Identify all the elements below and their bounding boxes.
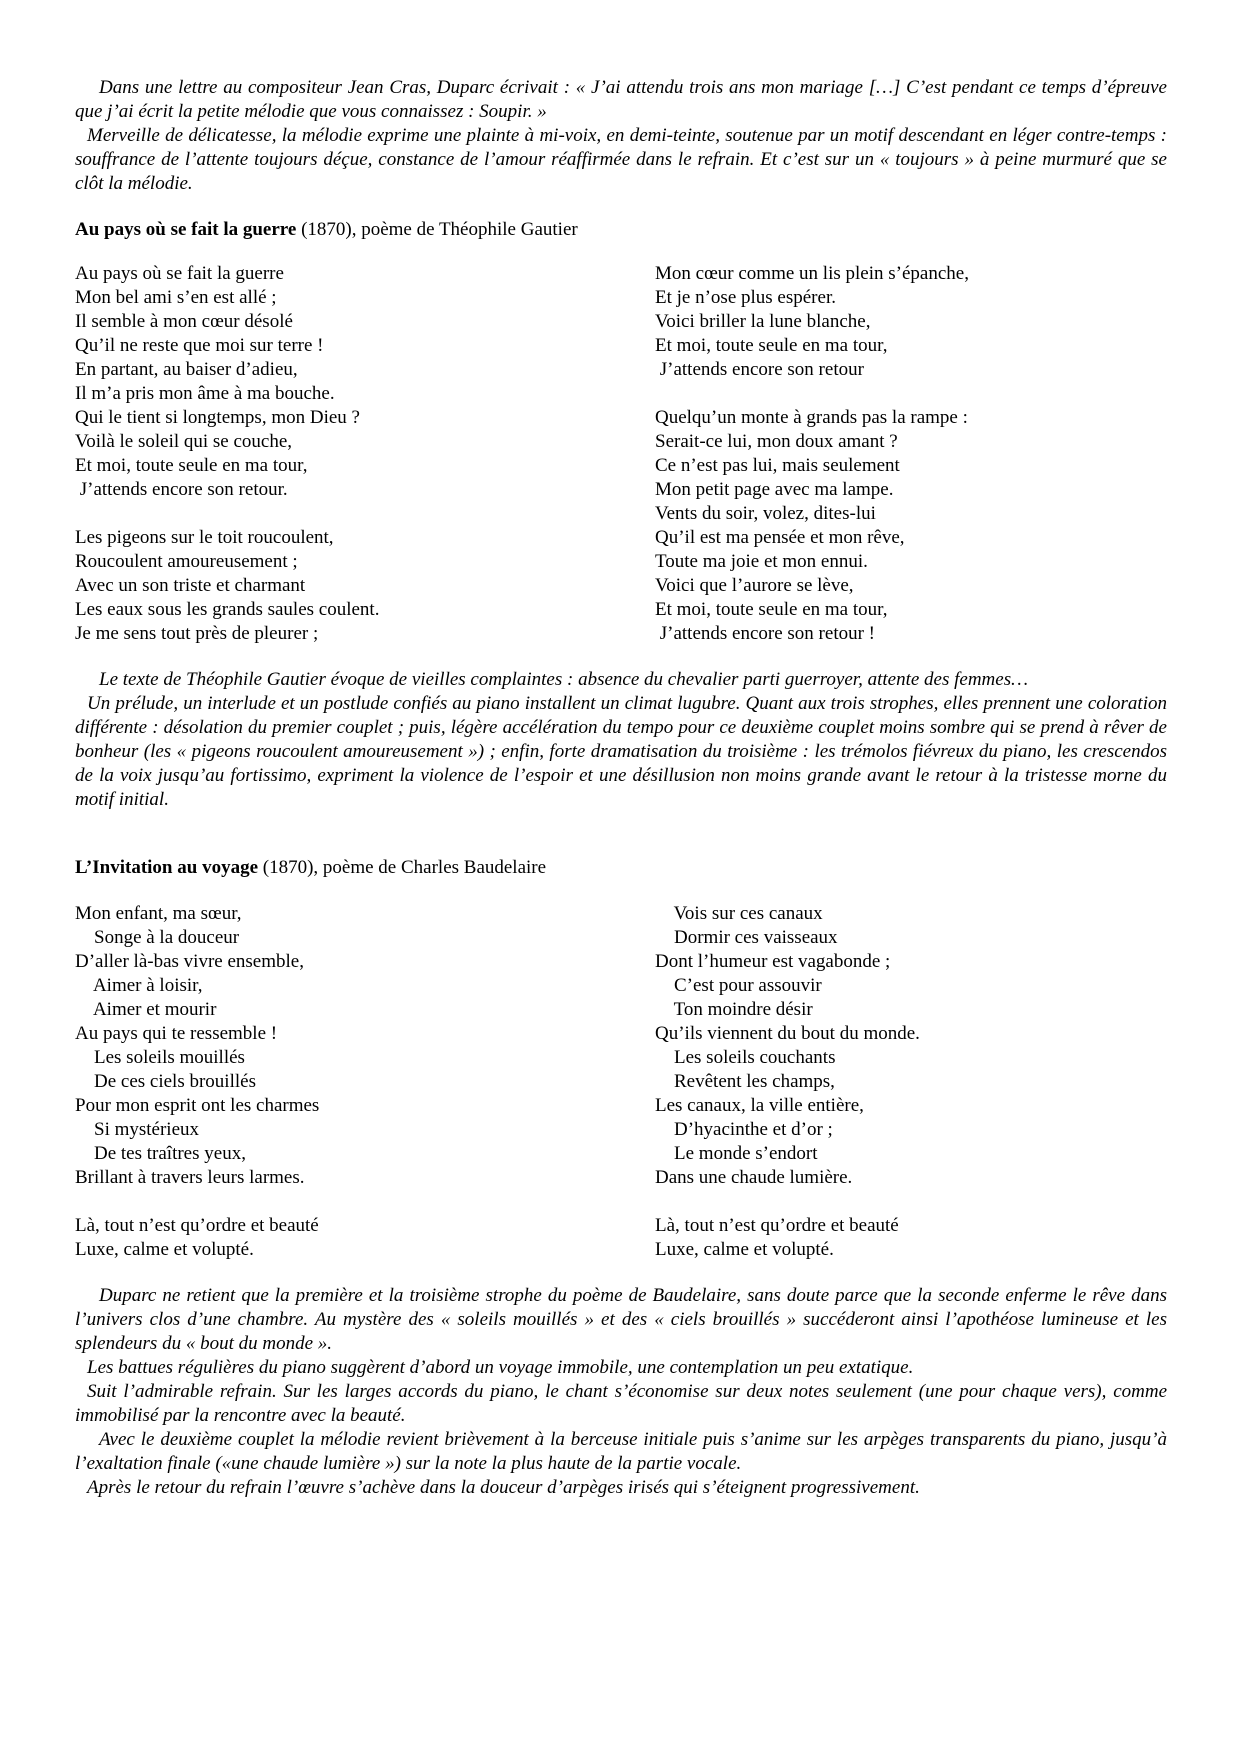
commentary-paragraph: Après le retour du refrain l’œuvre s’achève dans la douceur d’arpèges irisés qui s’éteignent progressivement.: [87, 1477, 920, 1498]
commentary-paragraph: Un prélude, un interlude et un postlude confiés au piano installent un climat lugubre. Quant aux trois strophes, elles prennent une coloration différente : désolation du premier couplet ; puis, légère accélération du tempo pour ce deuxième couplet moins sombre qui se prend à rêver de bonheur (les « pigeons roucoulent amoureusement ») ; enfin, forte dramatisation du troisième : les trémolos fiévreux du piano, les crescendos de la voix jusqu’au fortissimo, expriment la violence de l’espoir et une désillusion non moins grande avant le retour à la tristesse morne du motif initial.: [75, 693, 1167, 810]
verse-line: Songe à la douceur: [75, 927, 240, 948]
verse-line: Qui le tient si longtemps, mon Dieu ?: [75, 407, 360, 428]
verse-line: Au pays où se fait la guerre: [75, 263, 284, 284]
commentary-paragraph: Duparc ne retient que la première et la troisième strophe du poème de Baudelaire, sans doute parce que la seconde enferme le rêve dans l’univers clos d’une chambre. Au mystère des « soleils mouillés » et des « ciels brouillés » succéderont ainsi l’apothéose lumineuse et les splendeurs du « bout du monde ».: [75, 1285, 1167, 1354]
verse-line: Ce n’est pas lui, mais seulement: [655, 455, 900, 476]
verse-line: Mon petit page avec ma lampe.: [655, 479, 894, 500]
verse-line: Avec un son triste et charmant: [75, 575, 306, 596]
refrain: [655, 1214, 1167, 1262]
intro-paragraph: Dans une lettre au compositeur Jean Cras, Duparc écrivait : « J’ai attendu trois ans mon mariage […] C’est pendant ce temps d’épreuve que j’ai écrit la petite mélodie que vous connaissez : Soupir. »: [75, 77, 1167, 122]
verse-line: Mon bel ami s’en est allé ;: [75, 287, 277, 308]
section-title: Au pays où se fait la guerre: [75, 219, 297, 240]
verse-line: Les canaux, la ville entière,: [655, 1095, 864, 1116]
intro-paragraph: Merveille de délicatesse, la mélodie exprime une plainte à mi-voix, en demi-teinte, soutenue par un motif descendant en léger contre-temps : souffrance de l’attente toujours déçue, constance de l’amour réaffirmée dans le refrain. Et c’est sur un « toujours » à peine murmuré que se clôt la mélodie.: [75, 125, 1167, 194]
stanza: [75, 526, 655, 646]
verse-line: Mon enfant, ma sœur,: [75, 903, 242, 924]
verse-line: Vents du soir, volez, dites-lui: [655, 503, 876, 524]
intro-text: [75, 76, 1167, 196]
verse-line: Il m’a pris mon âme à ma bouche.: [75, 383, 335, 404]
commentary-paragraph: Les battues régulières du piano suggèrent d’abord un voyage immobile, une contemplation un peu extatique.: [87, 1357, 914, 1378]
verse-line: Là, tout n’est qu’ordre et beauté: [655, 1215, 899, 1236]
verse-line: Revêtent les champs,: [655, 1071, 835, 1092]
document-page: [75, 76, 1167, 1500]
verse-line: Qu’il est ma pensée et mon rêve,: [655, 527, 905, 548]
refrain: [75, 1214, 655, 1262]
verse-line: Quelqu’un monte à grands pas la rampe :: [655, 407, 968, 428]
commentary-au-pays: [75, 668, 1167, 812]
verse-line: D’hyacinthe et d’or ;: [655, 1119, 833, 1140]
verse-line: Voici que l’aurore se lève,: [655, 575, 854, 596]
commentary-paragraph: Avec le deuxième couplet la mélodie revient brièvement à la berceuse initiale puis s’anime sur les arpèges transparents du piano, jusqu’à l’exaltation finale («une chaude lumière ») sur la note la plus haute de la partie vocale.: [75, 1429, 1167, 1474]
verse-line: Les soleils mouillés: [75, 1047, 245, 1068]
verse-line: De ces ciels brouillés: [75, 1071, 256, 1092]
verse-line: Toute ma joie et mon ennui.: [655, 551, 868, 572]
stanza: [655, 902, 1167, 1190]
verse-line: Et je n’ose plus espérer.: [655, 287, 836, 308]
verse-line: Là, tout n’est qu’ordre et beauté: [75, 1215, 319, 1236]
verse-line: Et moi, toute seule en ma tour,: [75, 455, 308, 476]
verse-line: Dans une chaude lumière.: [655, 1167, 853, 1188]
verse-line: Mon cœur comme un lis plein s’épanche,: [655, 263, 969, 284]
verse-line: Qu’il ne reste que moi sur terre !: [75, 335, 324, 356]
poem-au-pays: [75, 262, 1167, 646]
stanza: [75, 902, 655, 1190]
verse-line: J’attends encore son retour: [655, 359, 864, 380]
verse-line: Les eaux sous les grands saules coulent.: [75, 599, 380, 620]
stanza: [655, 262, 1167, 382]
verse-line: Luxe, calme et volupté.: [655, 1239, 834, 1260]
verse-line: Si mystérieux: [75, 1119, 200, 1140]
poem-right-column: [655, 902, 1167, 1262]
verse-line: Vois sur ces canaux: [655, 903, 823, 924]
verse-line: Je me sens tout près de pleurer ;: [75, 623, 319, 644]
verse-line: Ton moindre désir: [655, 999, 813, 1020]
verse-line: Voici briller la lune blanche,: [655, 311, 871, 332]
commentary-invitation: [75, 1284, 1167, 1500]
verse-line: Luxe, calme et volupté.: [75, 1239, 254, 1260]
verse-line: Pour mon esprit ont les charmes: [75, 1095, 320, 1116]
verse-line: D’aller là-bas vivre ensemble,: [75, 951, 304, 972]
verse-line: Le monde s’endort: [655, 1143, 818, 1164]
verse-line: J’attends encore son retour !: [655, 623, 876, 644]
section-subtitle: (1870), poème de Charles Baudelaire: [258, 857, 547, 878]
verse-line: C’est pour assouvir: [655, 975, 822, 996]
verse-line: Roucoulent amoureusement ;: [75, 551, 298, 572]
verse-line: Et moi, toute seule en ma tour,: [655, 599, 888, 620]
poem-left-column: [75, 262, 655, 646]
stanza: [655, 406, 1167, 646]
commentary-paragraph: Le texte de Théophile Gautier évoque de vieilles complaintes : absence du chevalier parti guerroyer, attente des femmes…: [99, 669, 1028, 690]
commentary-paragraph: Suit l’admirable refrain. Sur les larges accords du piano, le chant s’économise sur deux notes seulement (une pour chaque vers), comme immobilisé par la rencontre avec la beauté.: [75, 1381, 1167, 1426]
section-heading-invitation: [75, 856, 1167, 880]
poem-invitation: [75, 902, 1167, 1262]
verse-line: Voilà le soleil qui se couche,: [75, 431, 293, 452]
verse-line: Brillant à travers leurs larmes.: [75, 1167, 305, 1188]
verse-line: Dormir ces vaisseaux: [655, 927, 838, 948]
poem-left-column: [75, 902, 655, 1262]
verse-line: Et moi, toute seule en ma tour,: [655, 335, 888, 356]
verse-line: J’attends encore son retour.: [75, 479, 288, 500]
stanza: [75, 262, 655, 502]
verse-line: De tes traîtres yeux,: [75, 1143, 246, 1164]
section-title: L’Invitation au voyage: [75, 857, 258, 878]
verse-line: Dont l’humeur est vagabonde ;: [655, 951, 891, 972]
poem-right-column: [655, 262, 1167, 646]
verse-line: En partant, au baiser d’adieu,: [75, 359, 298, 380]
verse-line: Aimer à loisir,: [75, 975, 203, 996]
verse-line: Les soleils couchants: [655, 1047, 836, 1068]
section-subtitle: (1870), poème de Théophile Gautier: [296, 219, 578, 240]
verse-line: Il semble à mon cœur désolé: [75, 311, 293, 332]
verse-line: Serait-ce lui, mon doux amant ?: [655, 431, 898, 452]
section-heading-au-pays: [75, 218, 1167, 242]
verse-line: Les pigeons sur le toit roucoulent,: [75, 527, 334, 548]
verse-line: Aimer et mourir: [75, 999, 217, 1020]
verse-line: Au pays qui te ressemble !: [75, 1023, 278, 1044]
verse-line: Qu’ils viennent du bout du monde.: [655, 1023, 920, 1044]
